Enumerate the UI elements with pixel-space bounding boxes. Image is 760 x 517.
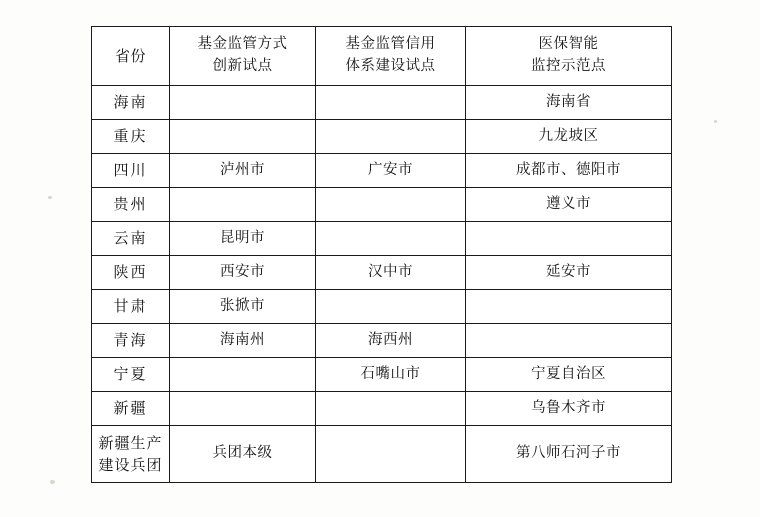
cell-innovation: 海南州 <box>170 324 316 358</box>
pilot-program-table <box>91 26 672 483</box>
cell-credit <box>316 120 466 154</box>
table-row <box>92 392 672 426</box>
cell-monitoring: 成都市、德阳市 <box>466 154 672 188</box>
paper-speck <box>714 120 717 123</box>
cell-province: 四川 <box>92 154 170 188</box>
cell-credit: 广安市 <box>316 154 466 188</box>
cell-credit <box>316 426 466 483</box>
cell-province: 贵州 <box>92 188 170 222</box>
column-header-province: 省份 <box>92 27 170 86</box>
cell-monitoring: 第八师石河子市 <box>466 426 672 483</box>
table-header-row <box>92 27 672 86</box>
column-header-smart-monitoring-demo: 医保智能 监控示范点 <box>466 27 672 86</box>
table-row <box>92 290 672 324</box>
cell-province: 新疆生产 建设兵团 <box>92 426 170 483</box>
table-header <box>92 27 672 86</box>
cell-monitoring: 宁夏自治区 <box>466 358 672 392</box>
cell-innovation <box>170 86 316 120</box>
cell-province: 甘肃 <box>92 290 170 324</box>
cell-province: 新疆 <box>92 392 170 426</box>
cell-monitoring: 遵义市 <box>466 188 672 222</box>
cell-credit <box>316 188 466 222</box>
cell-innovation: 兵团本级 <box>170 426 316 483</box>
cell-innovation: 泸州市 <box>170 154 316 188</box>
cell-monitoring: 九龙坡区 <box>466 120 672 154</box>
cell-monitoring <box>466 290 672 324</box>
cell-province: 宁夏 <box>92 358 170 392</box>
table-row <box>92 154 672 188</box>
cell-monitoring: 乌鲁木齐市 <box>466 392 672 426</box>
cell-monitoring <box>466 324 672 358</box>
cell-credit: 海西州 <box>316 324 466 358</box>
cell-credit: 汉中市 <box>316 256 466 290</box>
table-row <box>92 358 672 392</box>
column-header-fund-supervision-innovation: 基金监管方式 创新试点 <box>170 27 316 86</box>
cell-innovation: 昆明市 <box>170 222 316 256</box>
cell-monitoring: 延安市 <box>466 256 672 290</box>
table-row <box>92 256 672 290</box>
cell-innovation: 张掀市 <box>170 290 316 324</box>
cell-monitoring <box>466 222 672 256</box>
cell-credit: 石嘴山市 <box>316 358 466 392</box>
table-row <box>92 120 672 154</box>
cell-credit <box>316 222 466 256</box>
cell-credit <box>316 86 466 120</box>
table-row <box>92 188 672 222</box>
pilot-program-table-container <box>91 26 671 483</box>
cell-province: 陕西 <box>92 256 170 290</box>
cell-province: 云南 <box>92 222 170 256</box>
cell-province: 重庆 <box>92 120 170 154</box>
cell-innovation: 西安市 <box>170 256 316 290</box>
paper-speck <box>50 480 55 484</box>
cell-innovation <box>170 358 316 392</box>
paper-speck <box>48 196 52 199</box>
cell-credit <box>316 290 466 324</box>
table-row <box>92 222 672 256</box>
table-row <box>92 426 672 483</box>
column-header-fund-credit-system: 基金监管信用 体系建设试点 <box>316 27 466 86</box>
cell-innovation <box>170 188 316 222</box>
cell-province: 青海 <box>92 324 170 358</box>
table-body <box>92 86 672 483</box>
cell-innovation <box>170 120 316 154</box>
cell-credit <box>316 392 466 426</box>
cell-monitoring: 海南省 <box>466 86 672 120</box>
table-row <box>92 324 672 358</box>
table-row <box>92 86 672 120</box>
cell-province: 海南 <box>92 86 170 120</box>
cell-innovation <box>170 392 316 426</box>
